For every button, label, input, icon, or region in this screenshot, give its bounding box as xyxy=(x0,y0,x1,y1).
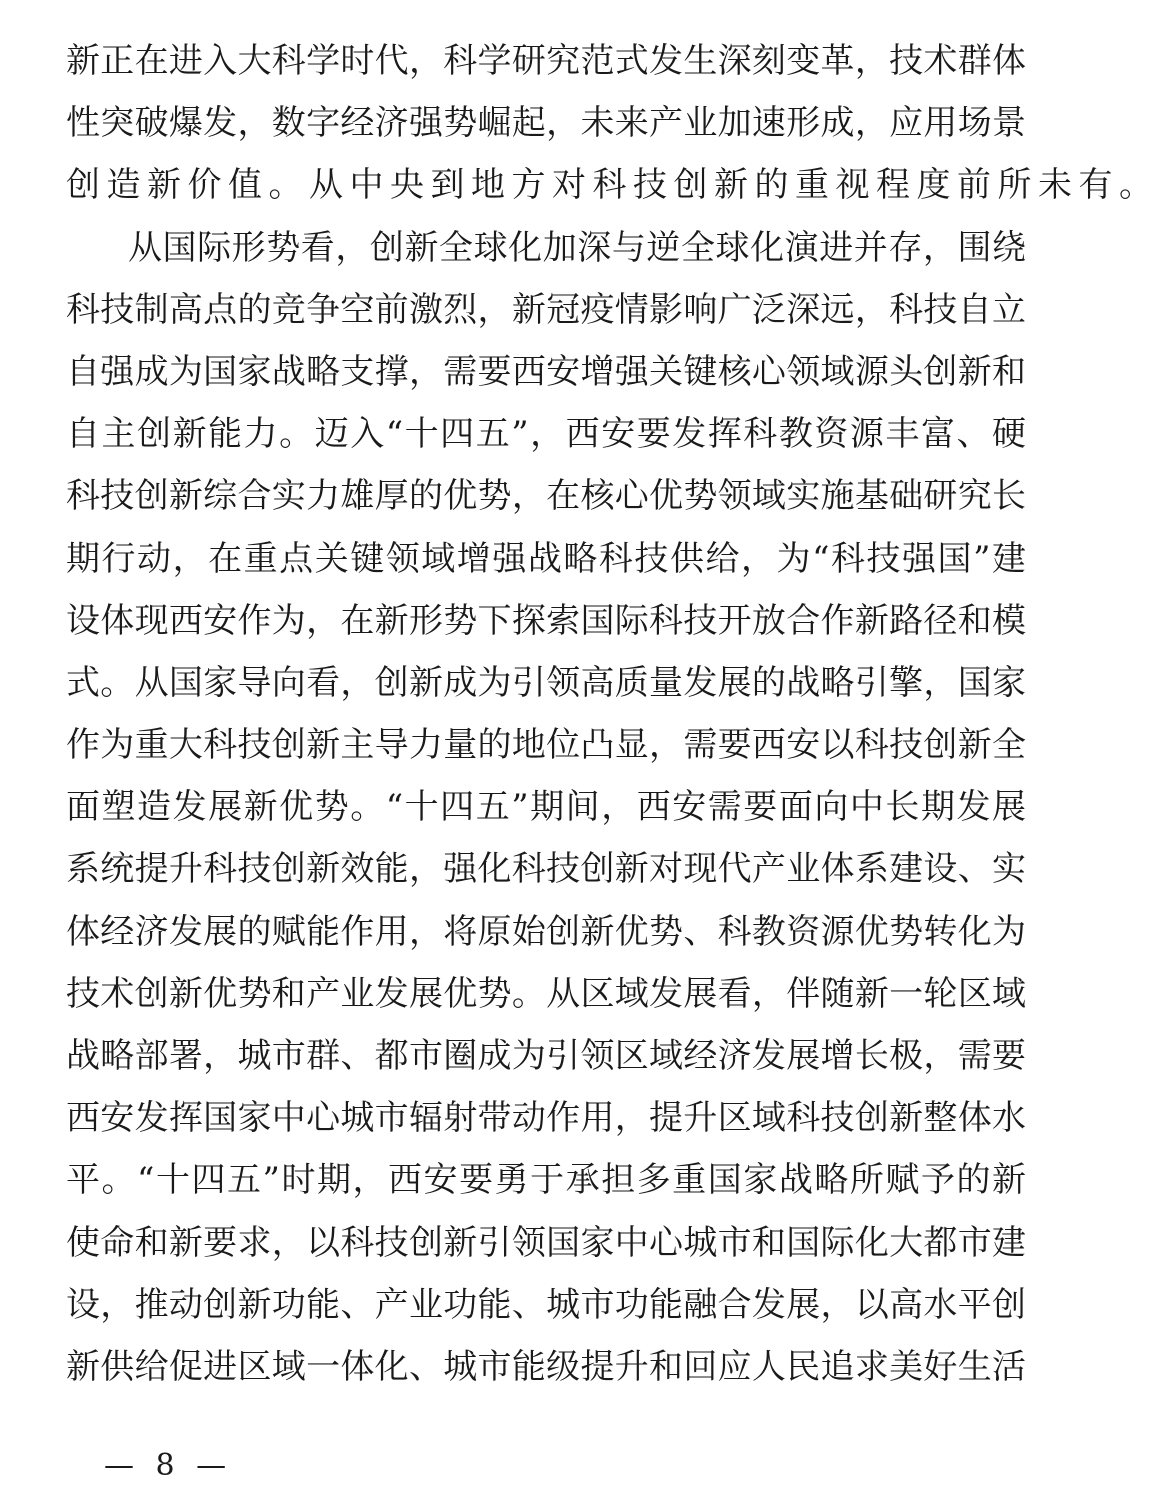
text-line: 科技制高点的竞争空前激烈，新冠疫情影响广泛深远，科技自立 xyxy=(66,289,1026,330)
text-line: 战略部署，城市群、都市圈成为引领区域经济发展增长极，需要 xyxy=(66,1036,1026,1076)
page-number: — 8 — xyxy=(104,1448,233,1483)
text-line: 性突破爆发，数字经济强势崛起，未来产业加速形成，应用场景 xyxy=(66,103,1026,144)
text-line: 自主创新能力。迈入“十四五”，西安要发挥科教资源丰富、硬 xyxy=(66,414,1026,455)
text-line: 自强成为国家战略支撑，需要西安增强关键核心领域源头创新和 xyxy=(66,351,1026,392)
text-line: 设，推动创新功能、产业功能、城市功能融合发展，以高水平创 xyxy=(66,1284,1026,1325)
text-line: 使命和新要求，以科技创新引领国家中心城市和国际化大都市建 xyxy=(66,1222,1026,1263)
text-line: 创造新价值。从中央到地方对科技创新的重视程度前所未有。 xyxy=(66,165,1160,206)
text-line: 新供给促进区域一体化、城市能级提升和回应人民追求美好生活 xyxy=(66,1346,1026,1387)
body-text xyxy=(66,30,1160,1398)
text-line: 作为重大科技创新主导力量的地位凸显，需要西安以科技创新全 xyxy=(66,725,1026,766)
text-line: 期行动，在重点关键领域增强战略科技供给，为“科技强国”建 xyxy=(66,538,1026,579)
text-line: 面塑造发展新优势。“十四五”期间，西安需要面向中长期发展 xyxy=(66,787,1026,828)
text-line: 西安发挥国家中心城市辐射带动作用，提升区域科技创新整体水 xyxy=(66,1098,1026,1139)
text-line: 新正在进入大科学时代，科学研究范式发生深刻变革，技术群体 xyxy=(66,41,1026,81)
text-line: 设体现西安作为，在新形势下探索国际科技开放合作新路径和模 xyxy=(66,600,1026,641)
text-line: 科技创新综合实力雄厚的优势，在核心优势领域实施基础研究长 xyxy=(66,476,1026,517)
text-line: 系统提升科技创新效能，强化科技创新对现代产业体系建设、实 xyxy=(66,849,1026,890)
text-line: 式。从国家导向看，创新成为引领高质量发展的战略引擎，国家 xyxy=(66,662,1026,703)
text-line: 平。“十四五”时期，西安要勇于承担多重国家战略所赋予的新 xyxy=(66,1160,1026,1201)
text-line: 从国际形势看，创新全球化加深与逆全球化演进并存，围绕 xyxy=(128,227,1026,268)
text-line: 技术创新优势和产业发展优势。从区域发展看，伴随新一轮区域 xyxy=(66,973,1026,1014)
text-line: 体经济发展的赋能作用，将原始创新优势、科教资源优势转化为 xyxy=(66,911,1026,952)
